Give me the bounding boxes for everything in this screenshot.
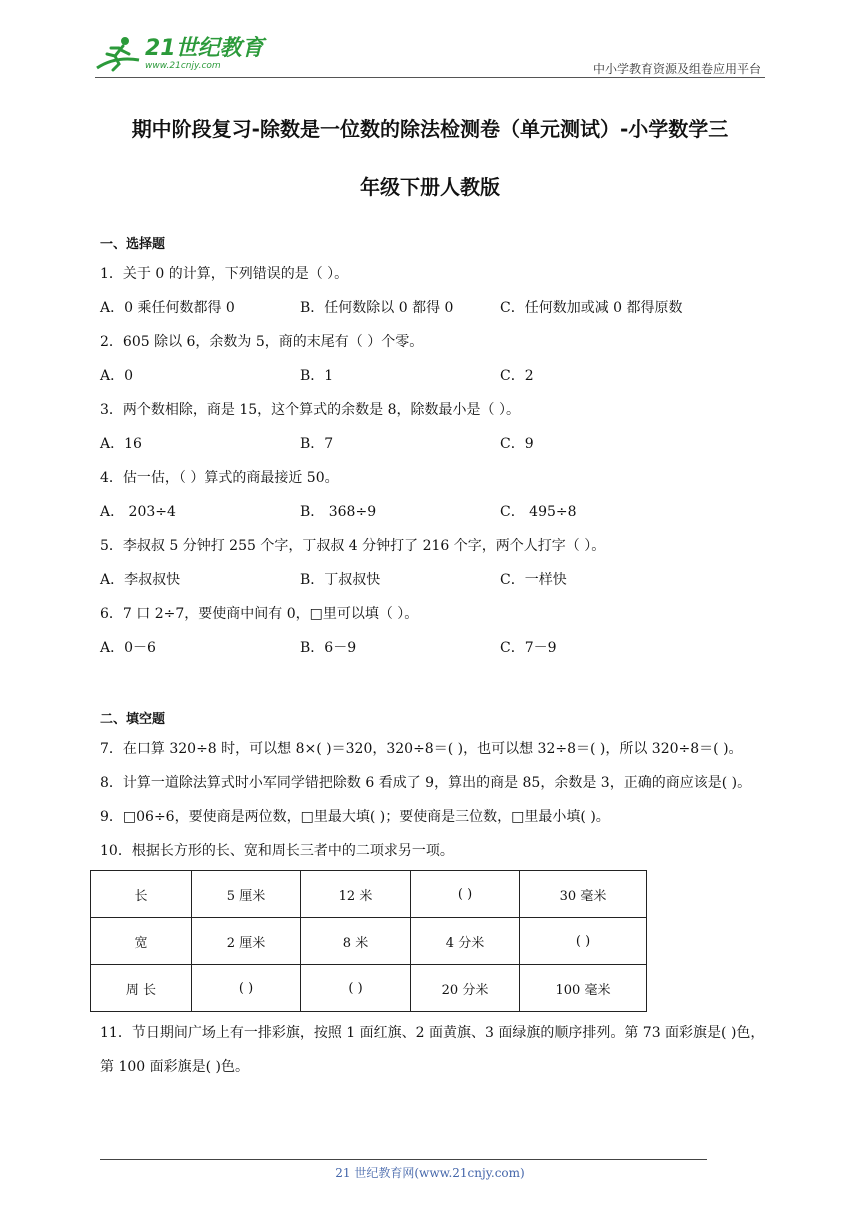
question-7: 7．在口算 320÷8 时，可以想 8×( )＝320，320÷8＝( )，也可以想 32÷8＝( )，所以 320÷8＝( )。	[100, 741, 743, 757]
question-stem: 4．估一估，（ ）算式的商最接近 50。	[100, 470, 339, 486]
exam-content	[100, 232, 765, 1084]
table-cell: ( )	[301, 965, 411, 1012]
page-title	[90, 100, 770, 216]
option-row	[100, 495, 765, 529]
option-row	[100, 291, 765, 325]
option-b: B．6－9	[300, 640, 357, 656]
table-cell: 长	[91, 871, 192, 918]
footer-divider	[100, 1159, 707, 1160]
question-stem: 3．两个数相除，商是 15，这个算式的余数是 8，除数最小是（ ）。	[100, 402, 520, 418]
option-b: B．丁叔叔快	[300, 572, 381, 588]
option-a: A．0－6	[100, 640, 156, 656]
option-a: A． 203÷4	[100, 504, 176, 520]
question-stem: 2．605 除以 6，余数为 5，商的末尾有（ ）个零。	[100, 334, 424, 350]
table-cell: 12 米	[301, 871, 411, 918]
option-c: C．一样快	[500, 572, 567, 588]
option-a: A．16	[100, 436, 142, 452]
table-cell: 100 毫米	[520, 965, 647, 1012]
table-row	[91, 918, 647, 965]
option-c: C．7－9	[500, 640, 557, 656]
table-cell: ( )	[192, 965, 301, 1012]
question-10: 10．根据长方形的长、宽和周长三者中的二项求另一项。	[100, 843, 454, 859]
question-8: 8．计算一道除法算式时小军同学错把除数 6 看成了 9，算出的商是 85，余数是 3，正确的商应该是( )。	[100, 775, 752, 791]
option-b: B． 368÷9	[300, 504, 377, 520]
option-row	[100, 631, 765, 665]
runner-logo-icon	[95, 34, 143, 74]
option-c: C．2	[500, 368, 534, 384]
table-cell: 周 长	[91, 965, 192, 1012]
footer-text: 21 世纪教育网(www.21cnjy.com)	[335, 1166, 525, 1180]
table-cell: ( )	[520, 918, 647, 965]
page-header	[95, 30, 765, 78]
question-9: 9．□06÷6，要使商是两位数，□里最大填( )；要使商是三位数，□里最小填( )。	[100, 809, 610, 825]
table-cell: ( )	[411, 871, 520, 918]
table-row	[91, 871, 647, 918]
section-heading: 一、选择题	[100, 237, 166, 252]
title-line-2: 年级下册人教版	[360, 175, 500, 199]
header-divider	[95, 77, 765, 78]
question-11: 11．节日期间广场上有一排彩旗，按照 1 面红旗、2 面黄旗、3 面绿旗的顺序排列。第 73 面彩旗是( )色，第 100 面彩旗是( )色。	[100, 1025, 765, 1075]
option-b: B．任何数除以 0 都得 0	[300, 300, 454, 316]
table-cell: 宽	[91, 918, 192, 965]
table-cell: 2 厘米	[192, 918, 301, 965]
table-cell: 20 分米	[411, 965, 520, 1012]
table-cell: 30 毫米	[520, 871, 647, 918]
table-row	[91, 965, 647, 1012]
logo-wordmark: 21世纪教育	[145, 36, 264, 61]
question-stem: 1．关于 0 的计算，下列错误的是（ ）。	[100, 266, 349, 282]
option-c: C．9	[500, 436, 534, 452]
table-cell: 5 厘米	[192, 871, 301, 918]
rectangle-table	[90, 870, 647, 1012]
option-row	[100, 359, 765, 393]
logo-url: www.21cnjy.com	[145, 61, 221, 71]
option-b: B．1	[300, 368, 334, 384]
option-a: A．0 乘任何数都得 0	[100, 300, 235, 316]
question-stem: 6．7 口 2÷7，要使商中间有 0，□里可以填（ ）。	[100, 606, 419, 622]
option-row	[100, 563, 765, 597]
section-gap	[100, 665, 765, 707]
table-cell: 8 米	[301, 918, 411, 965]
table-cell: 4 分米	[411, 918, 520, 965]
option-c: C．任何数加或减 0 都得原数	[500, 300, 683, 316]
option-c: C． 495÷8	[500, 504, 577, 520]
platform-name: 中小学教育资源及组卷应用平台	[592, 62, 761, 76]
title-line-1: 期中阶段复习-除数是一位数的除法检测卷（单元测试）-小学数学三	[131, 117, 729, 141]
option-a: A．0	[100, 368, 134, 384]
question-stem: 5．李叔叔 5 分钟打 255 个字，丁叔叔 4 分钟打了 216 个字，两个人打字（ ）。	[100, 538, 606, 554]
option-a: A．李叔叔快	[100, 572, 181, 588]
option-b: B．7	[300, 436, 334, 452]
logo	[95, 34, 264, 74]
option-row	[100, 427, 765, 461]
section-heading: 二、填空题	[100, 712, 166, 727]
